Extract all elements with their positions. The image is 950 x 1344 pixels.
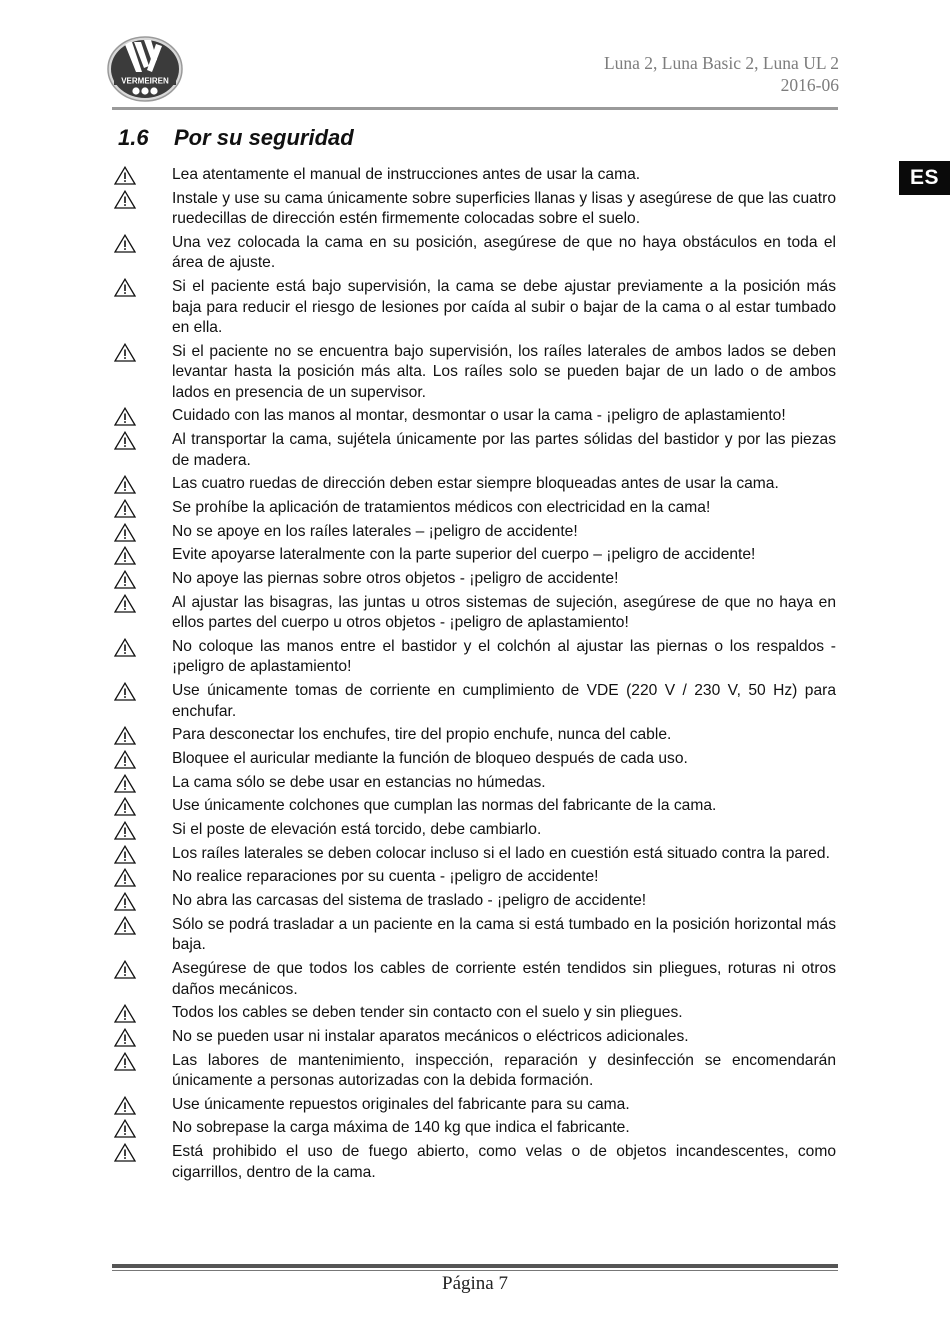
list-item-text: Sólo se podrá trasladar a un paciente en la cama si está tumbado en la posición horizontal más baja.: [172, 915, 836, 954]
warning-triangle-icon: [114, 916, 136, 935]
list-item: [114, 474, 836, 495]
list-item-text: Para desconectar los enchufes, tire del propio enchufe, nunca del cable.: [172, 726, 672, 744]
warning-triangle-icon: [114, 343, 136, 362]
list-item-text: No realice reparaciones por su cuenta - ¡peligro de accidente!: [172, 868, 599, 886]
list-item-text: Si el paciente no se encuentra bajo supervisión, los raíles laterales de ambos lados se deben levantar hasta la posición más alta. Los raíles solo se pueden bajar de un lado o de ambos lados en presencia de un supervisor.: [172, 342, 836, 401]
list-item-text: No apoye las piernas sobre otros objetos - ¡peligro de accidente!: [172, 570, 619, 588]
section-title: [118, 125, 354, 151]
warning-triangle-icon: [114, 774, 136, 793]
list-item: [114, 545, 836, 566]
list-item: [114, 593, 836, 634]
warning-triangle-icon: [114, 726, 136, 745]
warning-triangle-icon: [114, 166, 136, 185]
section-heading: Por su seguridad: [174, 125, 354, 150]
list-item: [114, 165, 836, 186]
list-item-text: Use únicamente repuestos originales del fabricante para su cama.: [172, 1095, 630, 1113]
list-item: [114, 773, 836, 794]
warning-triangle-icon: [114, 821, 136, 840]
list-item: [114, 1095, 836, 1116]
page-number: Página 7: [442, 1273, 508, 1294]
warning-triangle-icon: [114, 523, 136, 542]
list-item: [114, 749, 836, 770]
vermeiren-logo: [106, 36, 184, 102]
list-item-text: Una vez colocada la cama en su posición, asegúrese de que no haya obstáculos en toda el área de ajuste.: [172, 233, 836, 272]
list-item: [114, 189, 836, 230]
warning-triangle-icon: [114, 594, 136, 613]
list-item: [114, 725, 836, 746]
footer-divider: [112, 1264, 838, 1268]
list-item-text: Los raíles laterales se deben colocar incluso si el lado en cuestión está situado contra la pared.: [172, 844, 830, 862]
warning-triangle-icon: [114, 682, 136, 701]
header-model: Luna 2, Luna Basic 2, Luna UL 2: [603, 53, 839, 73]
list-item: [114, 637, 836, 678]
warning-triangle-icon: [114, 1028, 136, 1047]
list-item: [114, 1142, 836, 1183]
list-item: [114, 406, 836, 427]
list-item: [114, 844, 836, 865]
warning-triangle-icon: [114, 475, 136, 494]
list-item-text: No se apoye en los raíles laterales – ¡peligro de accidente!: [172, 522, 578, 540]
list-item: [114, 522, 836, 543]
list-item-text: Use únicamente tomas de corriente en cumplimiento de VDE (220 V / 230 V, 50 Hz) para enchufar.: [172, 682, 836, 720]
list-item: [114, 430, 836, 471]
list-item-text: No abra las carcasas del sistema de traslado - ¡peligro de accidente!: [172, 892, 647, 910]
list-item: [114, 820, 836, 841]
list-item: [114, 233, 836, 274]
list-item-text: Se prohíbe la aplicación de tratamientos médicos con electricidad en la cama!: [172, 499, 711, 516]
logo-text: VERMEIREN: [121, 76, 169, 86]
warning-triangle-icon: [114, 1052, 136, 1071]
footer-divider-thin: [112, 1270, 838, 1271]
list-item: [114, 959, 836, 1000]
list-item: [114, 867, 836, 888]
list-item-text: Si el poste de elevación está torcido, debe cambiarlo.: [172, 821, 542, 839]
section-number: 1.6: [118, 125, 149, 150]
list-item-text: Use únicamente colchones que cumplan las normas del fabricante de la cama.: [172, 797, 717, 815]
list-item: [114, 277, 836, 339]
warning-triangle-icon: [114, 892, 136, 911]
list-item-text: No sobrepase la carga máxima de 140 kg que indica el fabricante.: [172, 1119, 630, 1137]
warning-triangle-icon: [114, 190, 136, 209]
warning-triangle-icon: [114, 278, 136, 297]
list-item-text: Al ajustar las bisagras, las juntas u otros sistemas de sujeción, asegúrese de que no haya en ellos partes del cuerpo u otros objetos - ¡peligro de aplastamiento!: [172, 593, 836, 632]
list-item-text: Las labores de mantenimiento, inspección, reparación y desinfección se encomendarán únicamente a personas autorizadas con la debida formación.: [172, 1051, 836, 1090]
warning-triangle-icon: [114, 845, 136, 864]
page-header: [604, 52, 839, 96]
list-item-text: No se pueden usar ni instalar aparatos mecánicos o eléctricos adicionales.: [172, 1027, 689, 1045]
list-item-text: Está prohibido el uso de fuego abierto, como velas o de objetos incandescentes, como cigarrillos, dentro de la cama.: [172, 1143, 836, 1181]
safety-list: [114, 165, 836, 1186]
list-item: [114, 1003, 836, 1024]
warning-triangle-icon: [114, 570, 136, 589]
list-item-text: La cama sólo se debe usar en estancias no húmedas.: [172, 773, 546, 791]
warning-triangle-icon: [114, 1096, 136, 1115]
list-item: [114, 915, 836, 956]
warning-triangle-icon: [114, 868, 136, 887]
list-item: [114, 569, 836, 590]
warning-triangle-icon: [114, 960, 136, 979]
list-item-text: Lea atentamente el manual de instrucciones antes de usar la cama.: [172, 166, 641, 183]
warning-triangle-icon: [114, 546, 136, 565]
header-divider: [112, 107, 838, 110]
header-date: 2016-06: [780, 75, 839, 95]
list-item-text: Evite apoyarse lateralmente con la parte superior del cuerpo – ¡peligro de accidente!: [172, 546, 756, 564]
list-item: [114, 1051, 836, 1092]
list-item: [114, 1118, 836, 1139]
list-item-text: Si el paciente está bajo supervisión, la cama se debe ajustar previamente a la posición más baja para reducir el riesgo de lesiones por caída al subir o bajar de la cama o al estar tumbado en ella.: [172, 278, 836, 337]
warning-triangle-icon: [114, 1119, 136, 1138]
warning-triangle-icon: [114, 1143, 136, 1162]
list-item-text: Instale y use su cama únicamente sobre superficies llanas y lisas y asegúrese de que las cuatro ruedecillas de dirección estén firmemente colocadas sobre el suelo.: [172, 189, 836, 228]
list-item-text: Asegúrese de que todos los cables de corriente estén tendidos sin pliegues, roturas ni otros daños mecánicos.: [172, 960, 836, 998]
list-item: [114, 681, 836, 722]
warning-triangle-icon: [114, 431, 136, 450]
list-item: [114, 891, 836, 912]
list-item-text: No coloque las manos entre el bastidor y el colchón al ajustar las piernas o los respaldos - ¡peligro de aplastamiento!: [172, 637, 836, 676]
warning-triangle-icon: [114, 1004, 136, 1023]
warning-triangle-icon: [114, 407, 136, 426]
list-item-text: Al transportar la cama, sujétela únicamente por las partes sólidas del bastidor y por las piezas de madera.: [172, 431, 836, 469]
list-item: [114, 796, 836, 817]
warning-triangle-icon: [114, 638, 136, 657]
warning-triangle-icon: [114, 234, 136, 253]
warning-triangle-icon: [114, 750, 136, 769]
list-item-text: Todos los cables se deben tender sin contacto con el suelo y sin pliegues.: [172, 1004, 683, 1022]
warning-triangle-icon: [114, 797, 136, 816]
list-item-text: Cuidado con las manos al montar, desmontar o usar la cama - ¡peligro de aplastamiento!: [172, 407, 786, 425]
list-item-text: Las cuatro ruedas de dirección deben estar siempre bloqueadas antes de usar la cama.: [172, 475, 779, 493]
warning-triangle-icon: [114, 499, 136, 518]
list-item: [114, 498, 836, 519]
list-item-text: Bloquee el auricular mediante la función de bloqueo después de cada uso.: [172, 750, 688, 767]
list-item: [114, 342, 836, 404]
list-item: [114, 1027, 836, 1048]
language-tab: ES: [899, 161, 950, 195]
